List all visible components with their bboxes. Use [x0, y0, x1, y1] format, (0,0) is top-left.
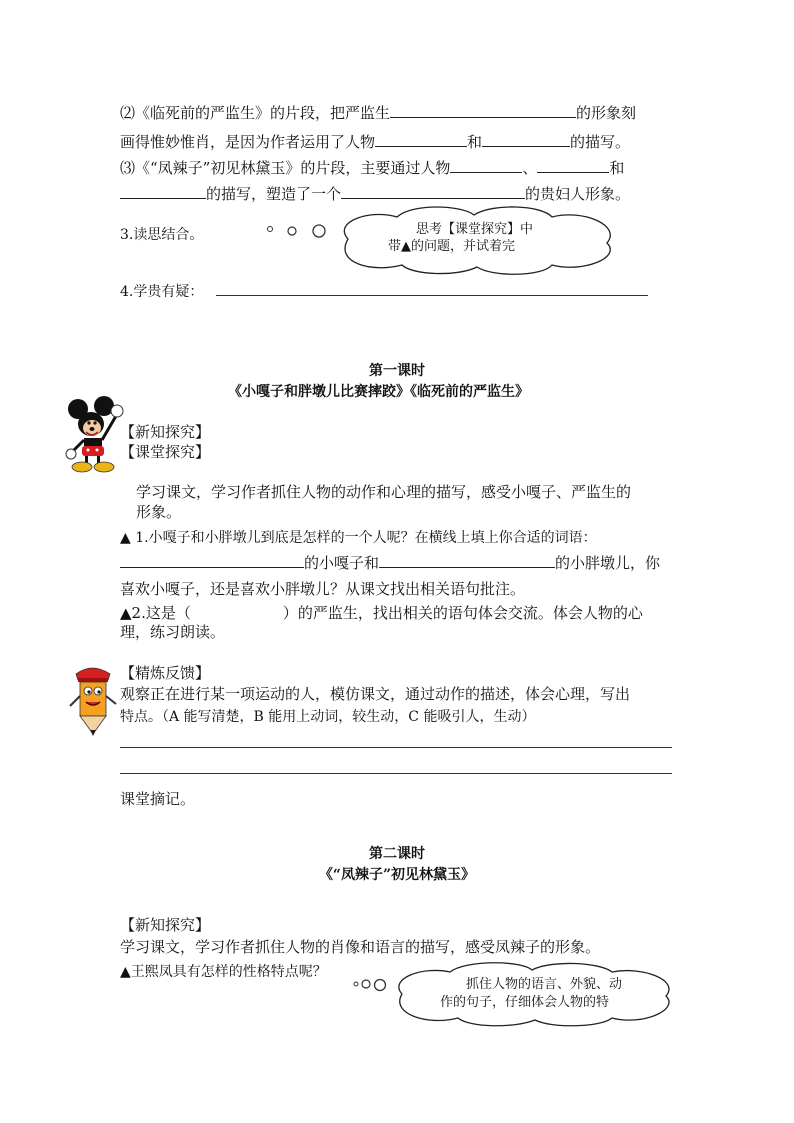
lesson-1-q1-line-2 — [120, 552, 660, 573]
lesson-1-subtitle: 《小嘎子和胖墩儿比赛摔跤》《临死前的严监生》 — [228, 384, 529, 400]
lesson-1-intro-line-1: 学习课文，学习作者抓住人物的动作和心理的描写，感受小嘎子、严监生的 — [136, 483, 632, 501]
answer-blank[interactable] — [120, 553, 304, 568]
cloud-text-line-2: 带▲的问题，并试着完 — [388, 239, 515, 254]
answer-blank[interactable] — [537, 158, 609, 173]
text: 画得惟妙惟肖，是因为作者运用了人物 — [120, 133, 376, 151]
answer-blank[interactable] — [390, 103, 576, 118]
text: 的小嘎子和 — [304, 554, 380, 572]
text: 的贵妇人形象。 — [525, 185, 631, 203]
cloud-text-line-2: 作的句子，仔细体会人物的特 — [440, 995, 610, 1010]
feedback-line-2: 特点。（A 能写清楚，B 能用上动词，较生动，C 能吸引人，生动） — [120, 709, 536, 725]
question-3-line-1 — [120, 157, 624, 178]
lesson-2-title: 第二课时 — [369, 846, 425, 862]
text: 和 — [467, 133, 483, 151]
answer-blank[interactable] — [375, 132, 467, 147]
text: ⑶《“凤辣子”初见林黛玉》的片段，主要通过人物 — [120, 159, 451, 177]
text: ▲2.这是（ — [120, 604, 191, 622]
lesson-1-q2-line-2: 理，练习朗读。 — [120, 623, 226, 641]
tag-class-exploration: 【课堂探究】 — [120, 443, 211, 461]
answer-blank[interactable] — [379, 553, 555, 568]
cloud-text-line-1: 思考【课堂探究】中 — [416, 222, 534, 237]
text: 的描写，塑造了一个 — [206, 185, 342, 203]
lesson-1-q1-line-3: 喜欢小嘎子，还是喜欢小胖墩儿？从课文找出相关语句批注。 — [120, 580, 526, 598]
lesson-1-q2-line-1 — [120, 602, 643, 623]
lesson-2-q1: ▲王熙凤具有怎样的性格特点呢？ — [120, 964, 327, 980]
answer-line[interactable] — [216, 295, 648, 296]
answer-line[interactable] — [120, 773, 672, 774]
text: 和 — [609, 159, 625, 177]
item-4 — [120, 281, 203, 301]
tag-new-knowledge: 【新知探究】 — [120, 423, 211, 441]
lesson-2-tag-new-knowledge: 【新知探究】 — [120, 916, 211, 934]
item-3: 3.读思结合。 — [120, 227, 204, 243]
lesson-1-q1-line-1: ▲ 1.小嘎子和小胖墩儿到底是怎样的一个人呢？在横线上填上你合适的词语： — [120, 530, 597, 546]
answer-blank[interactable] — [450, 158, 522, 173]
text: 4.学贵有疑： — [120, 284, 204, 300]
answer-blank[interactable] — [341, 184, 525, 199]
answer-line[interactable] — [120, 747, 672, 748]
question-3-line-2 — [120, 183, 630, 204]
text: ）的严监生，找出相关的语句体会交流。体会人物的心 — [282, 604, 643, 622]
text: 的描写。 — [570, 133, 631, 151]
feedback-line-1: 观察正在进行某一项运动的人，模仿课文，通过动作的描述，体会心理，写出 — [120, 685, 631, 703]
mickey-mouse-icon — [64, 396, 126, 474]
tag-feedback: 【精炼反馈】 — [120, 664, 211, 682]
text: 的形象刻 — [576, 104, 637, 122]
lesson-2-subtitle: 《“凤辣子”初见林黛玉》 — [318, 867, 476, 883]
answer-blank[interactable] — [482, 132, 570, 147]
text: ⑵《临死前的严监生》的片段，把严监生 — [120, 104, 391, 122]
cloud-text-line-1: 抓住人物的语言、外貌、动 — [466, 977, 623, 992]
text: 、 — [522, 159, 538, 177]
pencil-mascot-icon — [68, 664, 120, 740]
question-2-line-2 — [120, 131, 630, 152]
question-2-line-1 — [120, 102, 636, 123]
lesson-1-title: 第一课时 — [369, 363, 425, 379]
class-notes: 课堂摘记。 — [120, 790, 196, 808]
lesson-1-intro-line-2: 形象。 — [136, 503, 182, 521]
text: 的小胖墩儿，你 — [555, 554, 661, 572]
lesson-2-intro: 学习课文，学习作者抓住人物的肖像和语言的描写，感受凤辣子的形象。 — [120, 938, 601, 956]
answer-blank[interactable] — [120, 184, 206, 199]
